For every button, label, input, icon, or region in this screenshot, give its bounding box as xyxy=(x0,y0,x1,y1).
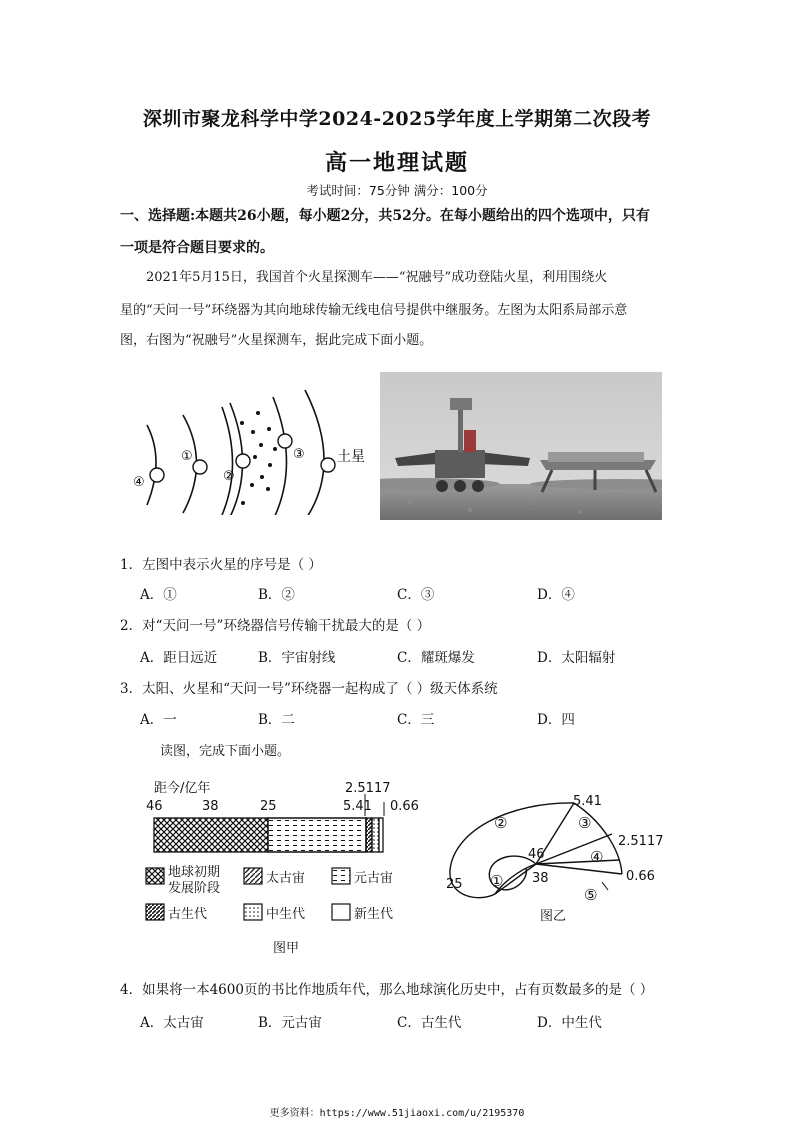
bar-cenozoic xyxy=(379,818,383,852)
planet-saturn xyxy=(321,458,335,472)
footer-link[interactable]: 更多资料：https://www.51jiaoxi.com/u/2195370 xyxy=(269,1108,525,1119)
legend-mesozoic: 中生代 xyxy=(266,907,306,922)
yi-caption: 图乙 xyxy=(540,909,567,924)
legend-cenozoic: 新生代 xyxy=(354,907,394,922)
yi-value-25117: 2.5117 xyxy=(618,834,664,849)
yi-num-1: ① xyxy=(490,872,504,890)
solar-system-diagram xyxy=(125,385,375,515)
rover-photo xyxy=(380,372,662,520)
spiral-line-inner xyxy=(536,860,620,864)
q3-option-c[interactable]: C．三 xyxy=(397,712,435,728)
jia-caption: 图甲 xyxy=(273,941,300,956)
yi-num-4: ④ xyxy=(590,848,604,866)
jia-tick-2-5117: 2.5117 xyxy=(345,781,391,796)
jia-timeline-bar xyxy=(154,818,383,852)
passage1-line1: 2021年5月15日，我国首个火星探测车——“祝融号”成功登陆火星，利用围绕火 xyxy=(146,270,608,285)
label-4: ④ xyxy=(133,475,145,490)
q3-option-a[interactable]: A．一 xyxy=(140,712,177,728)
orbit-3 xyxy=(222,407,233,515)
legend-early-1: 地球初期 xyxy=(168,865,221,880)
yi-num-2: ② xyxy=(494,814,508,832)
passage1-line2: 星的“天问一号”环绕器为其向地球传输无线电信号提供中继服务。左图为太阳系局部示意 xyxy=(120,303,628,318)
label-1: ① xyxy=(181,449,193,464)
label-saturn: 土星 xyxy=(337,449,365,465)
jia-tick-0-66: 0.66 xyxy=(390,799,419,814)
q4-option-a[interactable]: A．太古宙 xyxy=(140,1015,204,1031)
q2-option-b[interactable]: B．宇宙射线 xyxy=(258,650,336,666)
legend-swatch-mesozoic xyxy=(244,904,262,920)
yi-value-25: 25 xyxy=(446,877,463,892)
q4-option-b[interactable]: B．元古宙 xyxy=(258,1015,322,1031)
legend-swatch-cenozoic xyxy=(332,904,350,920)
yi-value-541: 5.41 xyxy=(573,794,602,809)
planet-4 xyxy=(150,468,164,482)
bar-paleozoic xyxy=(366,818,372,852)
q1-option-a[interactable]: A．① xyxy=(140,587,177,603)
yi-value-066: 0.66 xyxy=(626,869,655,884)
q4-option-c[interactable]: C．古生代 xyxy=(397,1015,462,1031)
question-1-stem: 1．左图中表示火星的序号是（ ） xyxy=(120,557,322,573)
legend-swatch-paleozoic xyxy=(146,904,164,920)
planet-1 xyxy=(193,460,207,474)
passage2: 读图，完成下面小题。 xyxy=(160,744,291,759)
exam-info: 考试时间：75分钟 满分：100分 xyxy=(306,183,488,198)
jia-tick-46: 46 xyxy=(146,799,163,814)
question-3-stem: 3．太阳、火星和“天问一号”环绕器一起构成了（ ）级天体系统 xyxy=(120,681,498,697)
orbit-6 xyxy=(305,390,324,515)
orbit-1 xyxy=(147,425,156,505)
section-heading-line2: 一项是符合题目要求的。 xyxy=(120,240,274,256)
spiral-outer xyxy=(450,803,574,898)
yi-num-5: ⑤ xyxy=(584,886,598,904)
legend-paleozoic: 古生代 xyxy=(168,907,208,922)
yi-value-38: 38 xyxy=(532,871,549,886)
jia-tick-5-41: 5.41 xyxy=(343,799,372,814)
label-3: ③ xyxy=(293,447,305,462)
q1-option-c[interactable]: C．③ xyxy=(397,587,435,603)
legend-proterozoic: 元古宙 xyxy=(354,871,394,886)
bar-early-earth xyxy=(154,818,268,852)
orbit-5 xyxy=(273,397,287,515)
q3-option-b[interactable]: B．二 xyxy=(258,712,295,728)
legend-swatch-early xyxy=(146,868,164,884)
yi-num-3: ③ xyxy=(578,814,592,832)
q2-option-c[interactable]: C．耀斑爆发 xyxy=(397,650,475,666)
jia-axis-label: 距今/亿年 xyxy=(154,781,211,796)
q3-option-d[interactable]: D．四 xyxy=(537,712,575,728)
legend-swatch-proterozoic xyxy=(332,868,350,884)
spiral-line-066 xyxy=(536,864,622,874)
q1-option-b[interactable]: B．② xyxy=(258,587,295,603)
bar-mesozoic xyxy=(372,818,379,852)
yi-value-46: 46 xyxy=(528,847,545,862)
rover-image xyxy=(380,372,662,520)
jia-tick-38: 38 xyxy=(202,799,219,814)
figure-yi xyxy=(440,790,680,930)
question-4-stem: 4．如果将一本4600页的书比作地质年代，那么地球演化历史中，占有页数最多的是（ ） xyxy=(120,982,654,998)
exam-school-title: 深圳市聚龙科学中学2024-2025学年度上学期第二次段考 xyxy=(142,108,652,130)
figure-jia xyxy=(140,778,420,958)
jia-tick-25: 25 xyxy=(260,799,277,814)
section-heading-line1: 一、选择题:本题共26小题，每小题2分，共52分。在每小题给出的四个选项中，只有 xyxy=(120,208,650,224)
passage1-line3: 图，右图为“祝融号”火星探测车，据此完成下面小题。 xyxy=(120,333,433,348)
legend-early-2: 发展阶段 xyxy=(168,881,221,896)
question-2-stem: 2．对“天问一号”环绕器信号传输干扰最大的是（ ） xyxy=(120,618,431,634)
q4-option-d[interactable]: D．中生代 xyxy=(537,1015,602,1031)
label-2: ② xyxy=(223,469,235,484)
legend-archean: 太古宙 xyxy=(266,871,306,886)
planet-3 xyxy=(278,434,292,448)
planet-2 xyxy=(236,454,250,468)
bar-proterozoic xyxy=(268,818,366,852)
q2-option-a[interactable]: A．距日远近 xyxy=(140,650,218,666)
legend-swatch-archean xyxy=(244,868,262,884)
q2-option-d[interactable]: D．太阳辐射 xyxy=(537,650,616,666)
exam-subject-title: 高一地理试题 xyxy=(324,150,469,176)
q1-option-d[interactable]: D．④ xyxy=(537,587,575,603)
